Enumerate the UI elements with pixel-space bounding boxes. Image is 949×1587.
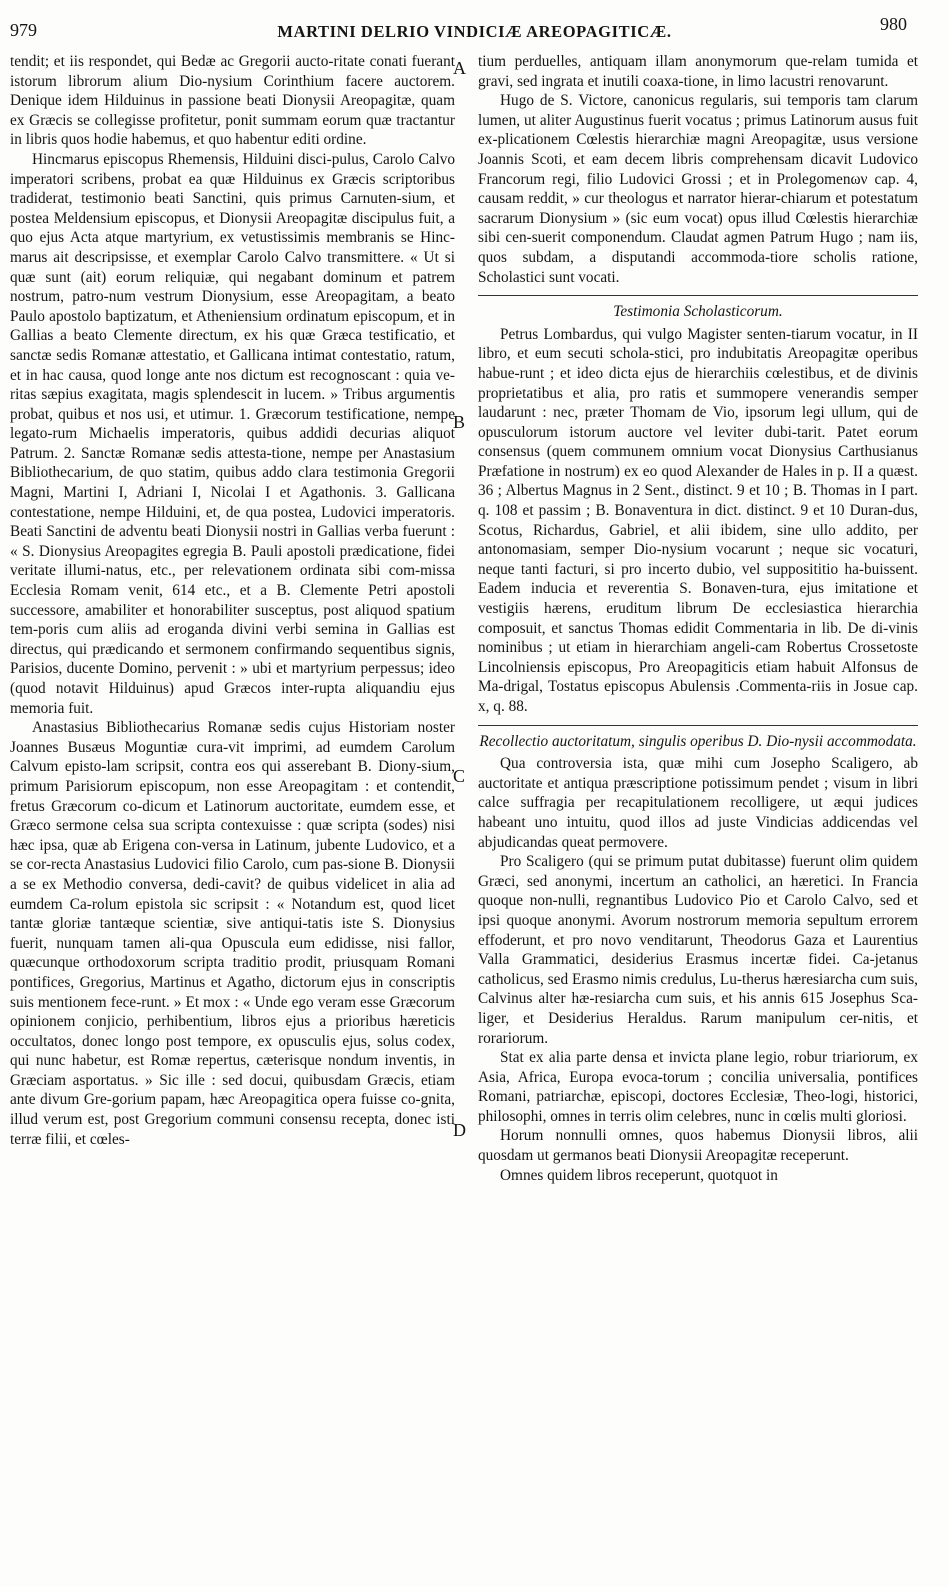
section-divider [478, 295, 918, 296]
section-marker-a: A [453, 58, 466, 78]
section-marker-d: D [453, 1120, 466, 1140]
paragraph: Qua controversia ista, quæ mihi cum Josepho Scaligero, ab auctoritate et antiqua præscriptione potissimum pendet ; visum in libri calce suffragia per recapitulationem recolligere, ut æqui judices habeant uno intuitu, quod illos ad juste Vindicias addicendas vel abjudicandas queat permovere. [478, 755, 918, 851]
section-heading: Recollectio auctoritatum, singulis operibus D. Dio-nysii accommodata. [479, 732, 917, 750]
page-number-right: 980 [880, 14, 907, 34]
paragraph: tium perduelles, antiquam illam anonymorum que-relam tumida et gravi, sed ingrata et inutili coaxa-tione, in limo lacustri renovarunt. [478, 53, 918, 90]
right-column [478, 52, 918, 1185]
paragraph: Hugo de S. Victore, canonicus regularis, sui temporis tam clarum lumen, ut aliter Augustinus fuerit vocatus ; primus Latinorum ausus fuit ex-plicationem Cœlestis hierarchiæ magni Areopagitæ, usus versione Joannis Scoti, et eam decem libris comprehensam dicavit Ludovico Francorum regi, filio Ludovici Grossi ; et in Prolegomenων cap. 4, causam reddit, » cur theologus et narrator hierar-chiarum et potestatum sacrarum Dionysium » (sic eum vocat) opus illud Cœlestis hierarchiæ sibi cen-suerit componendum. Claudat agmen Patrum Hugo ; nam iis, quos subdam, a disputandi accommoda-tiore scholis ratione, Scholastici sunt vocati. [478, 92, 918, 286]
paragraph: Petrus Lombardus, qui vulgo Magister senten-tiarum vocatur, in II libro, et eum secuti schola-stici, pro indubitatis Areopagitæ operibus habue-runt ; et ideo dicta ejus de hierarchiis cœlestibus, et de divinis proprietatibus et alia, pro ratis et summopere venerandis semper laudarunt : nec, præter Thomam de Vio, ipsorum legi ullum, qui de opusculorum istorum auctore vel leviter dubi-tarit. Patet eorum consensus (quem communem omnium vocat Dionysius Carthusianus Præfatione in nostrum) ex eo quod Alexander de Hales in p. II a quæst. 36 ; Albertus Magnus in 2 Sent., distinct. 9 et 10 ; B. Thomas in I part. q. 108 et passim ; B. Bonaventura in dict. distinct. 9 et 10 Duran-dus, Scotus, Richardus, Gabriel, et alii ibidem, sine ullo addito, per antonomasiam, semper Dio-nysium vocarunt ; neque sic vocaturi, neque tanti facturi, si pro incerto dubio, vel supposititio ha-buissent. Eadem inducia et reverentia S. Bonaven-tura, ejus imitatione et vestigiis hærens, eruditum librum De ecclesiastica hierarchia composuit, et sanctus Thomas edidit Commentaria in lib. De di-vinis nominibus ; ut etiam in hierarchiam angeli-cam Robertus Crossetoste Lincolniensis episcopus, Pro Areopagiticis etiam habuit Alfonsus de Ma-drigal, Tostatus episcopus Abulensis .Commenta-riis in Josue cap. x, q. 88. [478, 325, 918, 715]
paragraph: tendit; et iis respondet, qui Bedæ ac Gregorii aucto-ritate conati fuerant istorum librorum alium Dio-nysium Corinthium facere auctorem. Denique idem Hilduinus in passione beati Dionysii Areopagitæ, quam ex Græcis se collegisse profitetur, ponit summam eorum quæ tractantur in libris quos hodie habemus, et quo habentur editi ordine. [10, 53, 455, 149]
section-heading: Testimonia Scholasticorum. [613, 303, 783, 321]
left-column [10, 52, 455, 1149]
paragraph: Omnes quidem libros receperunt, quotquot in [500, 1166, 778, 1184]
paragraph: Stat ex alia parte densa et invicta plane legio, robur triariorum, ex Asia, Africa, Europa evoca-torum ; concilia universalia, pontifices Romani, patriarchæ, episcopi, doctores Ecclesiæ, Theo-logi, historici, philosophi, omnes in terris olim celebres, nunc in cœlis multi gloriosi. [478, 1049, 918, 1125]
section-divider [478, 725, 918, 726]
page-header [0, 0, 949, 48]
paragraph: Anastasius Bibliothecarius Romanæ sedis cujus Historiam noster Joannes Busæus Moguntiæ cura-vit imprimi, ad eumdem Carolum Calvum episto-lam scripsit, contra eos qui asserebant B. Diony-sium, primum Parisiorum episcopum, non esse Areopagitam : et contendit, fretus Græcorum co-dicum et Latinorum auctoritate, eumdem esse, et Græco sermone celsa sua scripta contexuisse : quæ scripta (sodes) nisi hæc ipsa, quæ ab Erigena con-versa in Latinum, jubente Ludovico, et a se cor-recta Anastasius Ludovici filio Carolo, cum pas-sione B. Dionysii a se ex Methodio conversa, dedi-cavit? de quibus videlicet in alia ad eumdem Ca-rolum epistola sic scripsit : « Notandum est, quod licet tantæ gloriæ tantæque scientiæ, sive antiqui-tatis iste S. Dionysius fuerit, nunquam tamen ali-qua Opuscula eum edidisse, nisi fallor, quæcunque orthodoxorum scripta traditio prodit, priusquam Romani pontifices, Gregorius, Martinus et Agatho, dictorum ejus in conscriptis suis mentionem fece-runt. » Et mox : « Unde ego veram esse Græcorum opinionem conjicio, perhibentium, libros ejus a prioribus hæreticis occultatos, donec longo post tempore, ex opusculis ejus, solus codex, qui nunc habetur, est Romæ repertus, cæterisque nondum inventis, in Græciam asportatus. » Sic ille : sed docui, quibusdam Græcis, etiam ante divum Gre-gorium papam, hæc Areopagitica opera fuisse co-gnita, illud verum est, post Gregorium communi consensu recepta, donec isti terræ filii, et cœles- [10, 719, 455, 1148]
paragraph: Pro Scaligero (qui se primum putat dubitasse) fuerunt olim quidem Græci, sed anonymi, incertum an catholici, an hæretici. In Francia quoque non-nulli, regnantibus Ludovico Pio et Carolo Calvo, sed et ipsi quoque anonymi. Avorum nostrorum memoria sepultum errorem effoderunt, et pro novo venditarunt, Theodorus Gaza et Laurentius Valla Grammatici, desiderius Erasmus incertæ fidei. Ca-jetanus catholicus, sed Erasmo nimis credulus, Lu-therus hæresiarcha cum suis, Calvinus alter hæ-resiarcha cum suis, et his annis 615 Josephus Sca-liger, et Desiderius Heraldus. Rarum manipulum cer-nitis, et rorariorum. [478, 853, 918, 1047]
running-title: MARTINI DELRIO VINDICIÆ AREOPAGITICÆ. [277, 22, 672, 41]
section-marker-c: C [453, 766, 466, 786]
paragraph: Hincmarus episcopus Rhemensis, Hilduini disci-pulus, Carolo Calvo imperatori scribens, probat ea quæ Hilduinus ex Græcis scriptoribus tradiderat, testimonio beati Sanctini, quis primus Carnuten-sium, et postea Meldensium episcopus, et Dionysii Areopagitæ discipulus fuit, a quo ejus Acta atque martyrium, ex vetustissimis membranis se Hinc-marus ait descripsisse, et exemplar Carolo Calvo transmittere. « Ut si quæ sunt (ait) eorum reliquiæ, qui negabant dominum et patrem nostrum, patro-num vestrum Dionysium, esse Areopagitam, a beato Paulo apostolo baptizatum, et Atheniensium ordinatum episcopum, et in Gallias a beato Clemente directum, ex his quæ Græca testificatio, et sanctæ sedis Romanæ attestatio, et Gallicana intimat contestatio, ratum, et in hac causa, quod longe ante nos dictum est recognoscant : quia ve-ritas sæpius exagitata, magis splendescit in lucem. » Tribus argumentis probat, quibus et nos usi, et utimur. 1. Græcorum testificatione, nempe legato-rum Michaelis imperatoris, quibus addidi decurias aliquot Patrum. 2. Sanctæ Romanæ sedis attesta-tione, nempe per Anastasium Bibliothecarium, de quo statim, quibus addo clara testimonia Gregorii Magni, Martini I, Adriani I, Nicolai I et Agathonis. 3. Gallicana contestatione, nempe Hilduini, et, de qua postea, Ludovici imperatoris. Beati Sanctini de adventu beati Dionysii nostri in Gallias verba fuerunt : « S. Dionysius Areopagites egregia B. Pauli apostoli prædicatione, fidei veritate illumi-natus, etc., per relevationem ordinata sibi com-missa Ecclesia Romam venit, 614 etc., et a B. Clemente Petri apostoli successore, amabiliter et honorabiliter susceptus, post aliquod spatium tem-poris cum aliis ad eroganda divini verbi semina in Gallias est directus, qui prædicando et sermonem confirmando sequentibus signis, Parisios, ducente Domino, pervenit : » ubi et martyrium perpessus; ideo (quod notavit Hilduinus) apud Græcos inter-rupta aliquandiu ejus memoria fuit. [10, 150, 455, 717]
page-number-left: 979 [10, 20, 37, 40]
section-marker-b: B [453, 412, 466, 432]
paragraph: Horum nonnulli omnes, quos habemus Dionysii libros, alii quosdam ut germanos beati Dionysii Areopagitæ receperunt. [478, 1127, 918, 1165]
